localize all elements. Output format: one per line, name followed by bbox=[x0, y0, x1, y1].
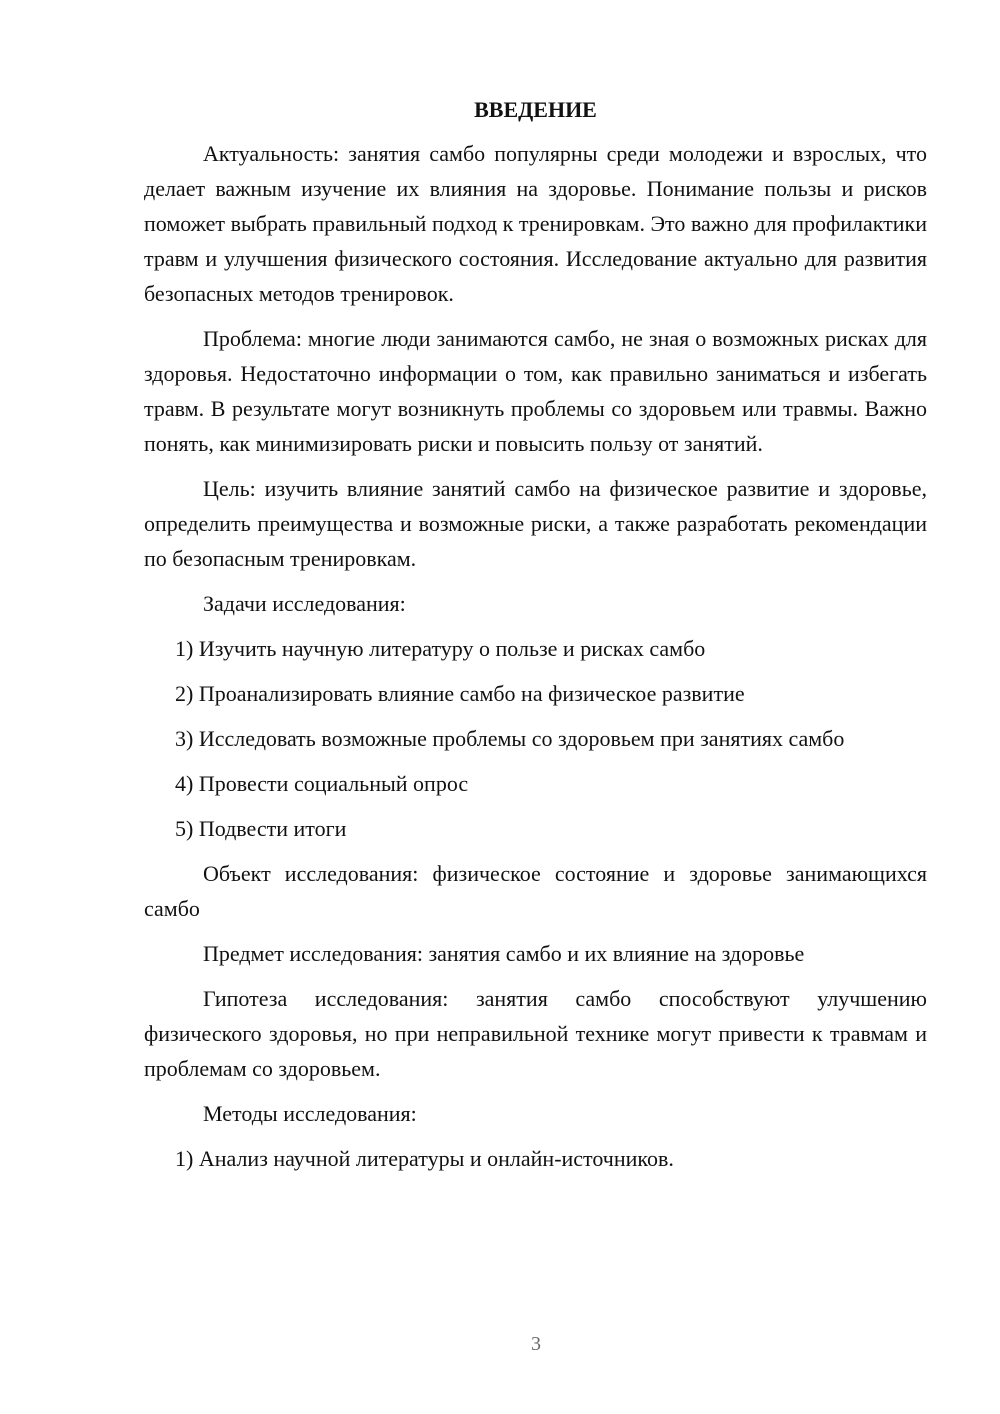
tasks-title: Задачи исследования: bbox=[203, 591, 406, 616]
paragraph-subject: Предмет исследования: занятия самбо и их влияние на здоровье bbox=[203, 941, 805, 966]
section-heading: ВВЕДЕНИЕ bbox=[474, 97, 597, 122]
methods-title: Методы исследования: bbox=[203, 1101, 417, 1126]
method-item-1: 1) Анализ научной литературы и онлайн-источников. bbox=[175, 1146, 674, 1171]
paragraph-object: Объект исследования: физическое состояние и здоровье занимающихся самбо bbox=[144, 861, 927, 921]
task-item-2: 2) Проанализировать влияние самбо на физическое развитие bbox=[175, 681, 745, 706]
task-item-1: 1) Изучить научную литературу о пользе и рисках самбо bbox=[175, 636, 706, 661]
paragraph-problem: Проблема: многие люди занимаются самбо, не зная о возможных рисках для здоровья. Недостаточно информации о том, как правильно заниматься и избегать травм. В результате могут возникнуть проблемы со здоровьем или травмы. Важно понять, как минимизировать риски и повысить пользу от занятий. bbox=[144, 326, 927, 456]
task-item-3: 3) Исследовать возможные проблемы со здоровьем при занятиях самбо bbox=[175, 726, 845, 751]
paragraph-hypothesis: Гипотеза исследования: занятия самбо способствуют улучшению физического здоровья, но при неправильной технике могут привести к травмам и проблемам со здоровьем. bbox=[144, 986, 927, 1081]
task-item-4: 4) Провести социальный опрос bbox=[175, 771, 469, 796]
page-content bbox=[144, 96, 927, 1186]
paragraph-goal: Цель: изучить влияние занятий самбо на физическое развитие и здоровье, определить преимущества и возможные риски, а также разработать рекомендации по безопасным тренировкам. bbox=[144, 476, 927, 571]
page-number: 3 bbox=[531, 1333, 541, 1355]
task-item-5: 5) Подвести итоги bbox=[175, 816, 347, 841]
paragraph-relevance: Актуальность: занятия самбо популярны среди молодежи и взрослых, что делает важным изучение их влияния на здоровье. Понимание пользы и рисков поможет выбрать правильный подход к тренировкам. Это важно для профилактики травм и улучшения физического состояния. Исследование актуально для развития безопасных методов тренировок. bbox=[144, 141, 927, 306]
